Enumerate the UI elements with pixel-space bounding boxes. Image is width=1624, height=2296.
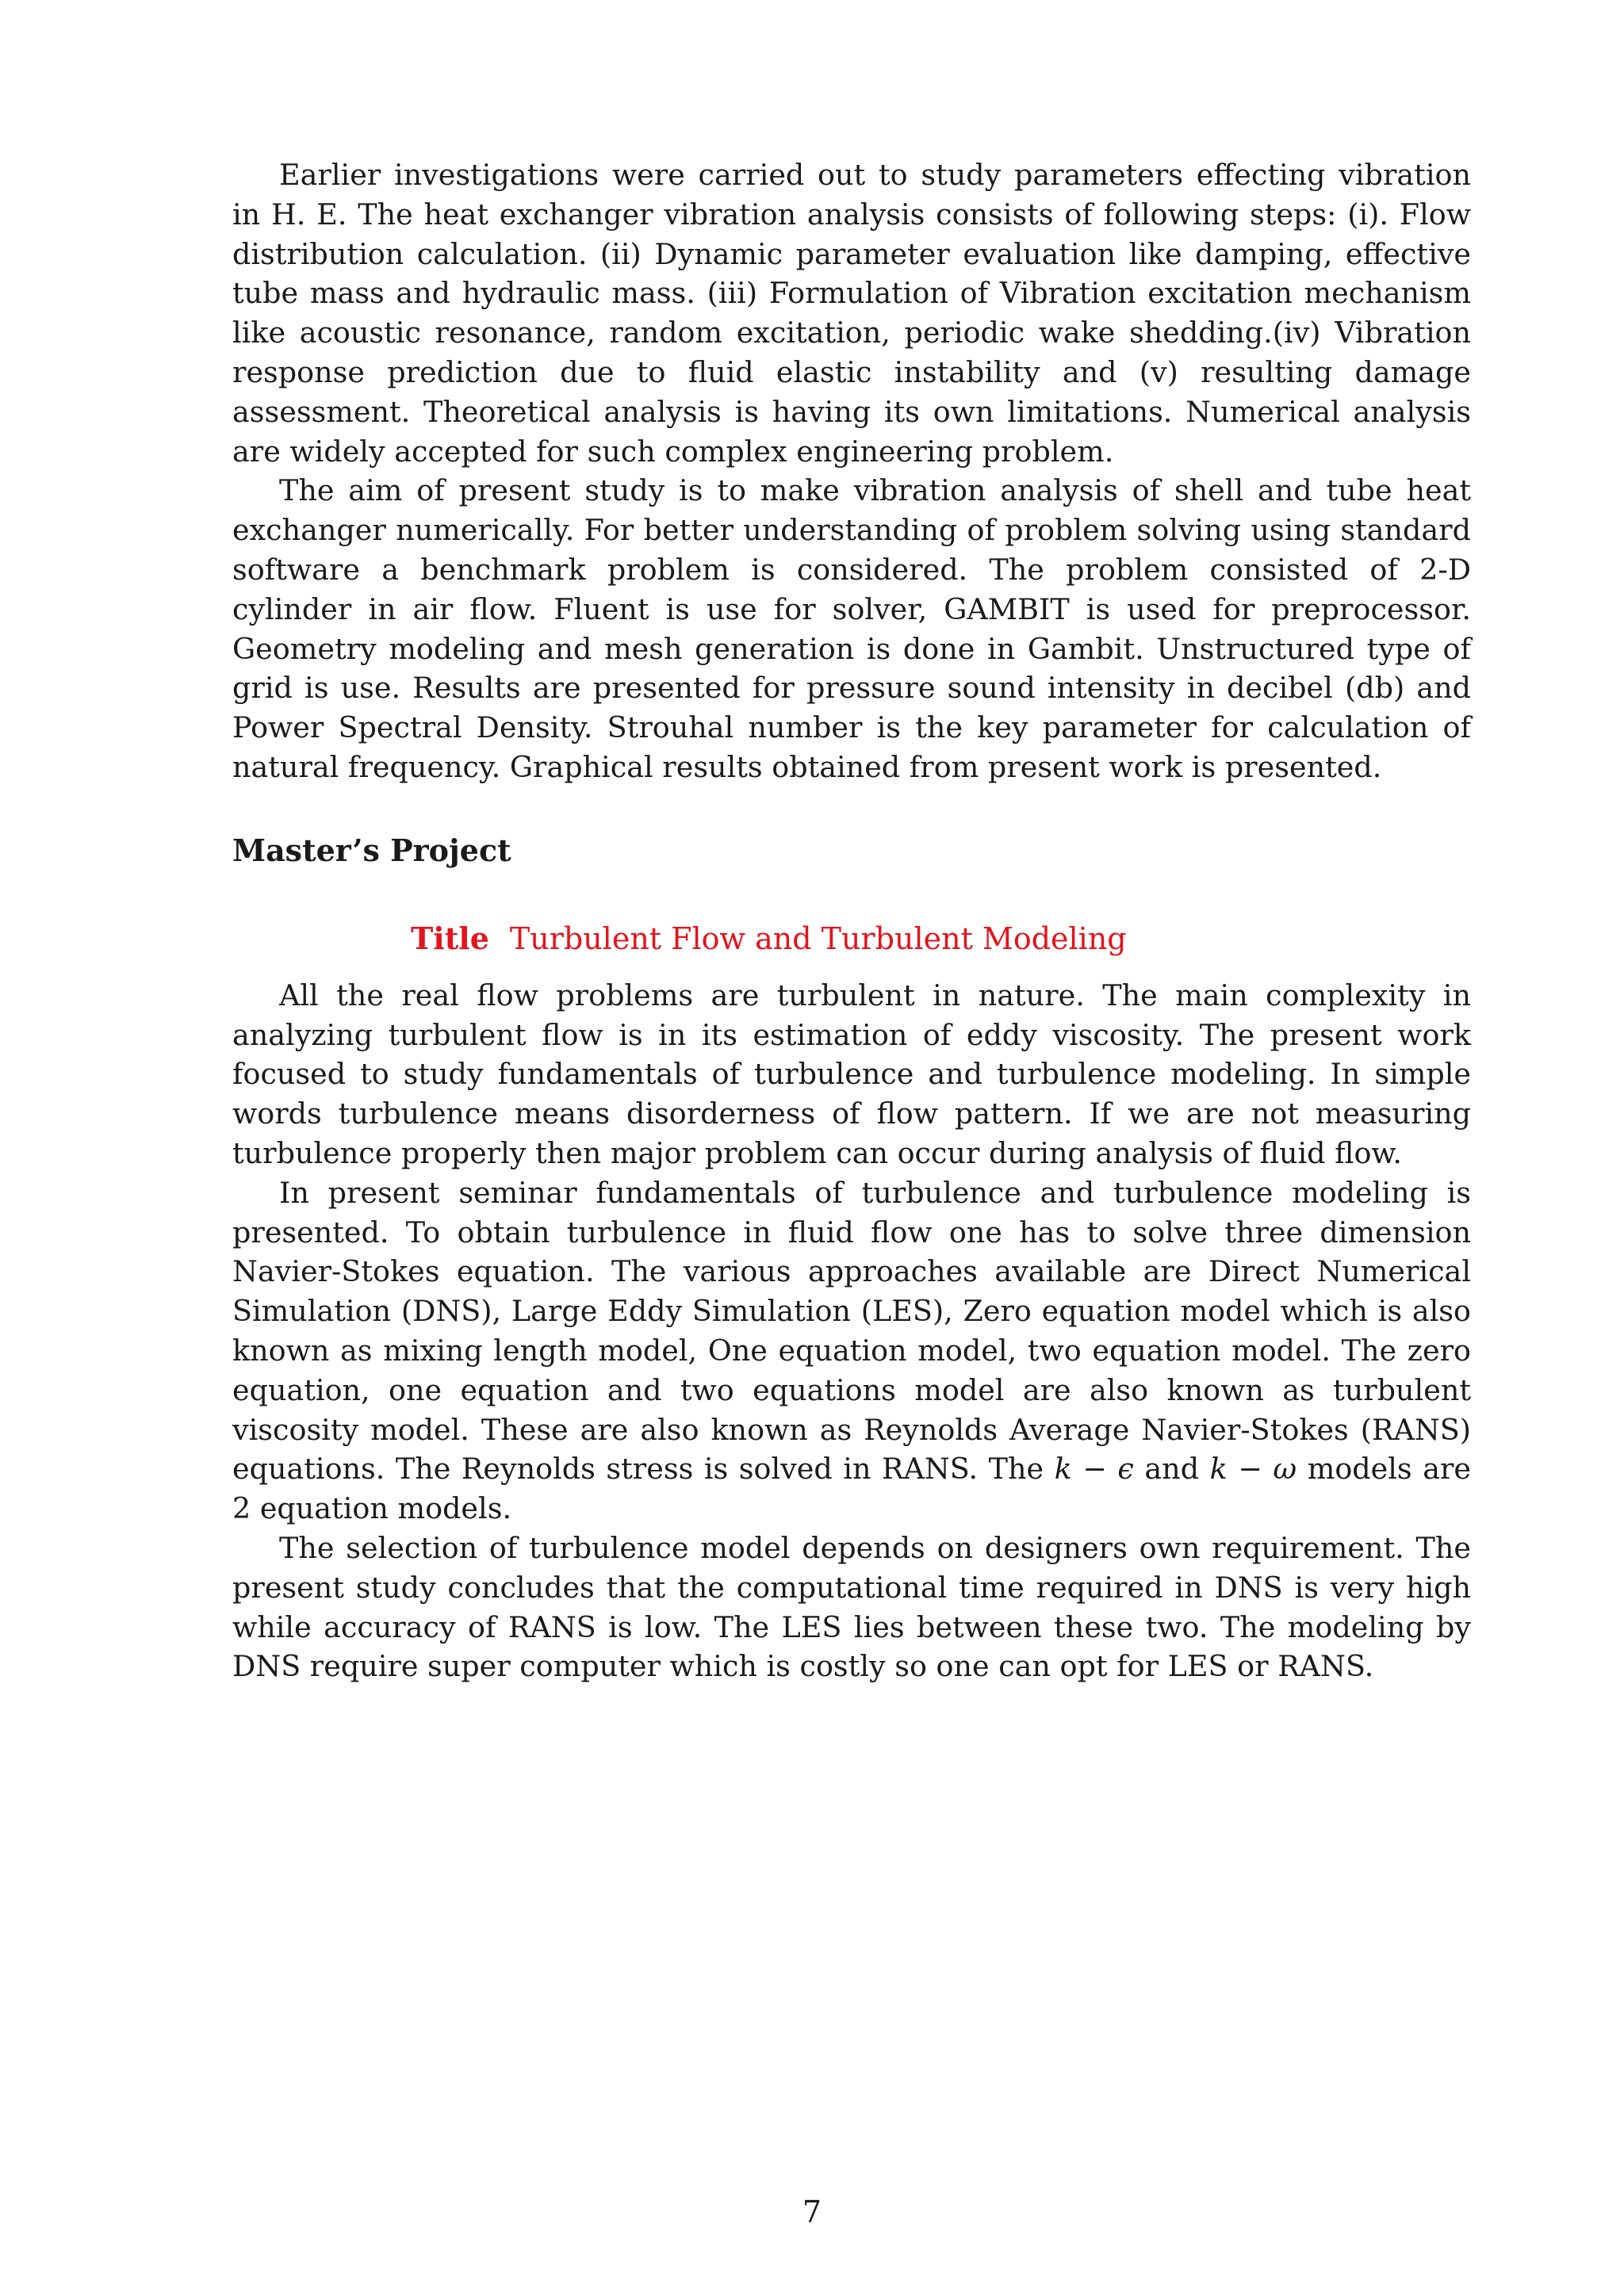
title-text: Turbulent Flow and Turbulent Modeling <box>509 920 1127 956</box>
project-title <box>411 919 1471 959</box>
project-paragraph-1: All the real flow problems are turbulent in nature. The main complexity in analyzing turbulent flow is in its estimation of eddy viscosity. The present work focused to study fundamentals of turbulence and turbulence modeling. In simple words turbulence means disorderness of flow pattern. If we are not measuring turbulence properly then major problem can occur during analysis of fluid flow. <box>232 978 1471 1170</box>
section-heading: Master’s Project <box>232 832 511 868</box>
intro-paragraph-1: Earlier investigations were carried out to study parameters effecting vibration in H. E. The heat exchanger vibration analysis consists of following steps: (i). Flow distribution calculation. (ii) Dynamic parameter evaluation like damping, effective tube mass and hydraulic mass. (iii) Formulation of Vibration excitation mechanism like acoustic resonance, random excitation, periodic wake shedding.(iv) Vibration response prediction due to fluid elastic instability and (v) resulting damage assessment. Theoretical analysis is having its own limitations. Numerical analysis are widely accepted for such complex engineering problem. <box>232 158 1471 469</box>
document-page <box>232 155 1471 1686</box>
project-paragraph-3: The selection of turbulence model depends on designers own requirement. The present study concludes that the computational time required in DNS is very high while accuracy of RANS is low. The LES lies between these two. The modeling by DNS require super computer which is costly so one can opt for LES or RANS. <box>232 1530 1471 1684</box>
k-epsilon-formula: k − ϵ <box>1054 1452 1134 1487</box>
intro-paragraph-2: The aim of present study is to make vibration analysis of shell and tube heat exchanger numerically. For better understanding of problem solving using standard software a benchmark problem is considered. The problem consisted of 2-D cylinder in air flow. Fluent is use for solver, GAMBIT is used for preprocessor. Geometry modeling and mesh generation is done in Gambit. Unstructured type of grid is use. Results are presented for pressure sound intensity in decibel (db) and Power Spectral Density. Strouhal number is the key parameter for calculation of natural frequency. Graphical results obtained from present work is presented. <box>232 473 1471 784</box>
page-number: 7 <box>802 2195 822 2229</box>
k-omega-formula: k − ω <box>1209 1452 1297 1487</box>
project-paragraph-2-end: models are 2 equation models. <box>232 1452 1472 1526</box>
and-word: and <box>1144 1452 1200 1487</box>
project-paragraph-2 <box>232 1173 1471 1529</box>
title-label: Title <box>411 920 489 956</box>
project-paragraph-2-text: In present seminar fundamentals of turbulence and turbulence modeling is presented. To obtain turbulence in fluid flow one has to solve three dimension Navier-Stokes equation. The various approaches available are Direct Numerical Simulation (DNS), Large Eddy Simulation (LES), Zero equation model which is also known as mixing length model, One equation model, two equation model. The zero equation, one equation and two equations model are also known as turbulent viscosity model. These are also known as Reynolds Average Navier-Stokes (RANS) equations. The Reynolds stress is solved in RANS. The <box>232 1175 1471 1487</box>
